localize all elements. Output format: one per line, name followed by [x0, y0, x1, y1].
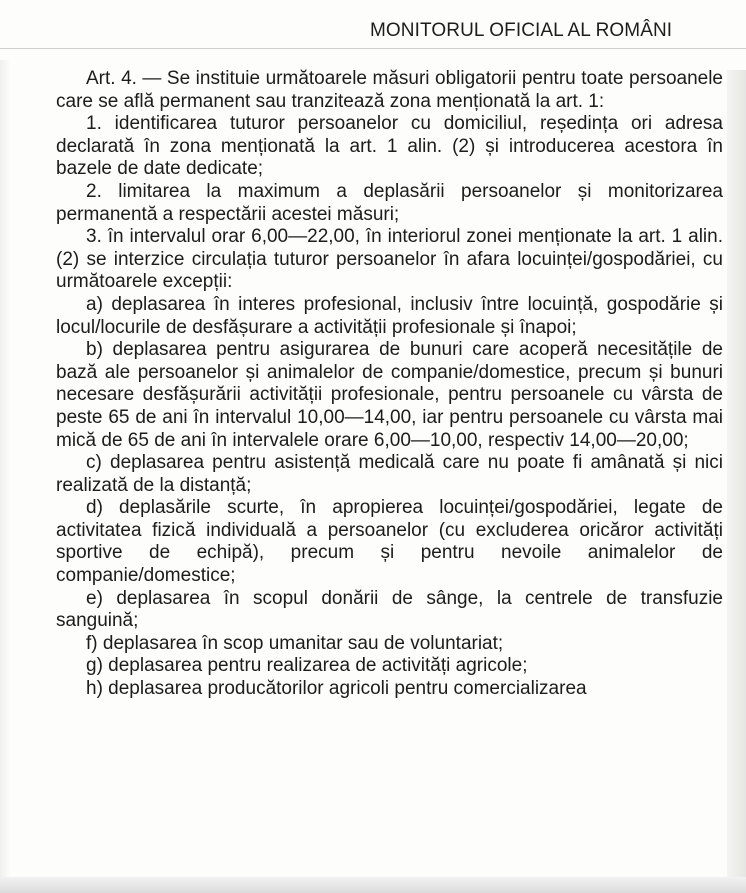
exception-e: e) deplasarea în scopul donării de sânge, la centrele de transfuzie sanguină;: [56, 587, 723, 632]
article-body: [56, 68, 723, 701]
page-bottom-shade: [0, 877, 746, 893]
article-intro: Art. 4. — Se instituie următoarele măsuri obligatorii pentru toate persoanele care se află permanent sau tranzitează zona menționată la art. 1:: [56, 68, 723, 112]
header-divider: [0, 48, 746, 49]
page-margin-shade: [0, 60, 10, 893]
exception-a: a) deplasarea în interes profesional, inclusiv între locuință, gospodărie și locul/locurile de desfășurare a activității profesionale și înapoi;: [56, 293, 723, 338]
exception-g: g) deplasarea pentru realizarea de activități agricole;: [86, 655, 528, 677]
exception-d: d) deplasările scurte, în apropierea locuinței/gospodăriei, legate de activitatea fizică individuală a persoanelor (cu excluderea oricăror activități sportive de echipă), precum și pentru nevoile animalelor de companie/domestice;: [56, 497, 723, 587]
exception-f: f) deplasarea în scop umanitar sau de voluntariat;: [86, 632, 504, 654]
article-item-2: 2. limitarea la maximum a deplasării persoanelor și monitorizarea permanentă a respectării acestei măsuri;: [56, 180, 723, 225]
exception-b: b) deplasarea pentru asigurarea de bunuri care acoperă necesitățile de bază ale persoanelor și animalelor de companie/domestice, precum și bunuri necesare desfășurării activității profesionale, pentru persoanele cu vârsta de peste 65 de ani în intervalul 10,00—14,00, iar pentru persoanele cu vârsta mai mică de 65 de ani în intervalele orare 6,00—10,00, respectiv 14,00—20,00;: [56, 339, 723, 451]
exception-h: h) deplasarea producătorilor agricoli pentru comercializarea: [86, 678, 587, 700]
article-item-3: 3. în intervalul orar 6,00—22,00, în interiorul zonei menționate la art. 1 alin. (2) se interzice circulația tuturor persoanelor în afara locuinței/gospodăriei, cu următoarele excepții:: [56, 226, 723, 293]
page-edge-shade: [727, 70, 746, 893]
page-header-title: MONITORUL OFICIAL AL ROMÂNI: [370, 20, 673, 41]
exception-c: c) deplasarea pentru asistență medicală care nu poate fi amânată și nici realizată de la distanță;: [56, 452, 723, 496]
article-item-1: 1. identificarea tuturor persoanelor cu domiciliul, reședința ori adresa declarată în zona menționată la art. 1 alin. (2) și introducerea acestora în bazele de date dedicate;: [56, 113, 723, 180]
